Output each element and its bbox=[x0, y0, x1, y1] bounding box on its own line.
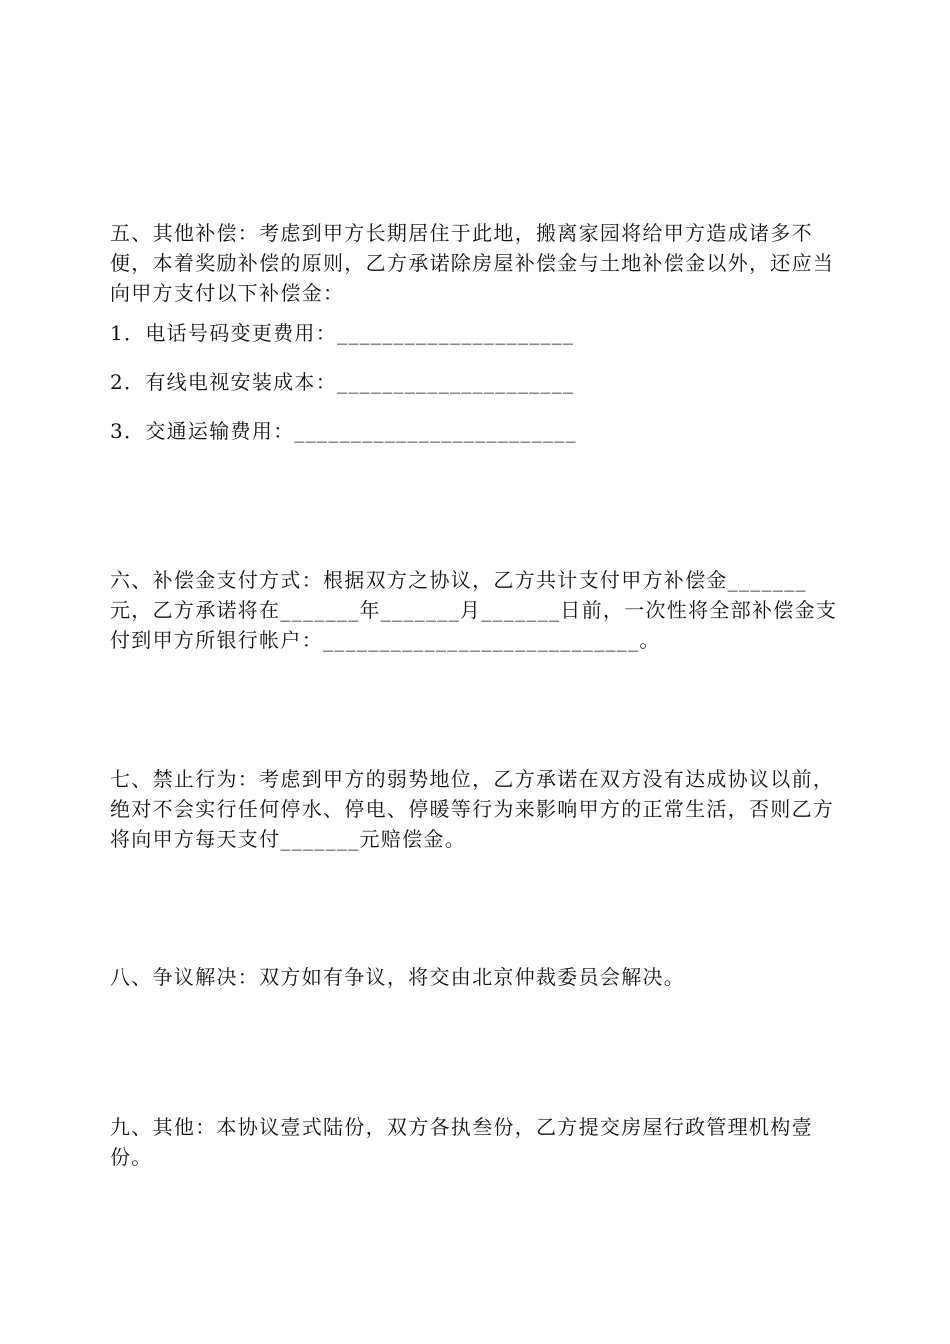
item-1-phone-number-change-fee: 1．电话号码变更费用：_____________________ bbox=[110, 321, 575, 345]
section-6-payment-method: 六、补偿金支付方式：根据双方之协议，乙方共计支付甲方补偿金_______元，乙方承诺将在_______年_______月_______日前，一次性将全部补偿金支付到甲方所银行帐户：____________________________。 bbox=[110, 568, 838, 652]
section-5-other-compensation: 五、其他补偿：考虑到甲方长期居住于此地，搬离家园将给甲方造成诸多不便，本着奖励补偿的原则，乙方承诺除房屋补偿金与土地补偿金以外，还应当向甲方支付以下补偿金： bbox=[110, 221, 835, 305]
section-7-prohibited-acts: 七、禁止行为：考虑到甲方的弱势地位，乙方承诺在双方没有达成协议以前，绝对不会实行任何停水、停电、停暖等行为来影响甲方的正常生活，否则乙方将向甲方每天支付_______元赔偿金。 bbox=[110, 767, 835, 851]
item-3-transport-fee: 3．交通运输费用：_________________________ bbox=[110, 419, 577, 443]
section-8-dispute-resolution: 八、争议解决：双方如有争议，将交由北京仲裁委员会解决。 bbox=[110, 965, 686, 989]
item-2-cable-tv-install-cost: 2．有线电视安装成本：_____________________ bbox=[110, 370, 575, 394]
section-9-other: 九、其他：本协议壹式陆份，双方各执叁份，乙方提交房屋行政管理机构壹份。 bbox=[110, 1115, 813, 1169]
